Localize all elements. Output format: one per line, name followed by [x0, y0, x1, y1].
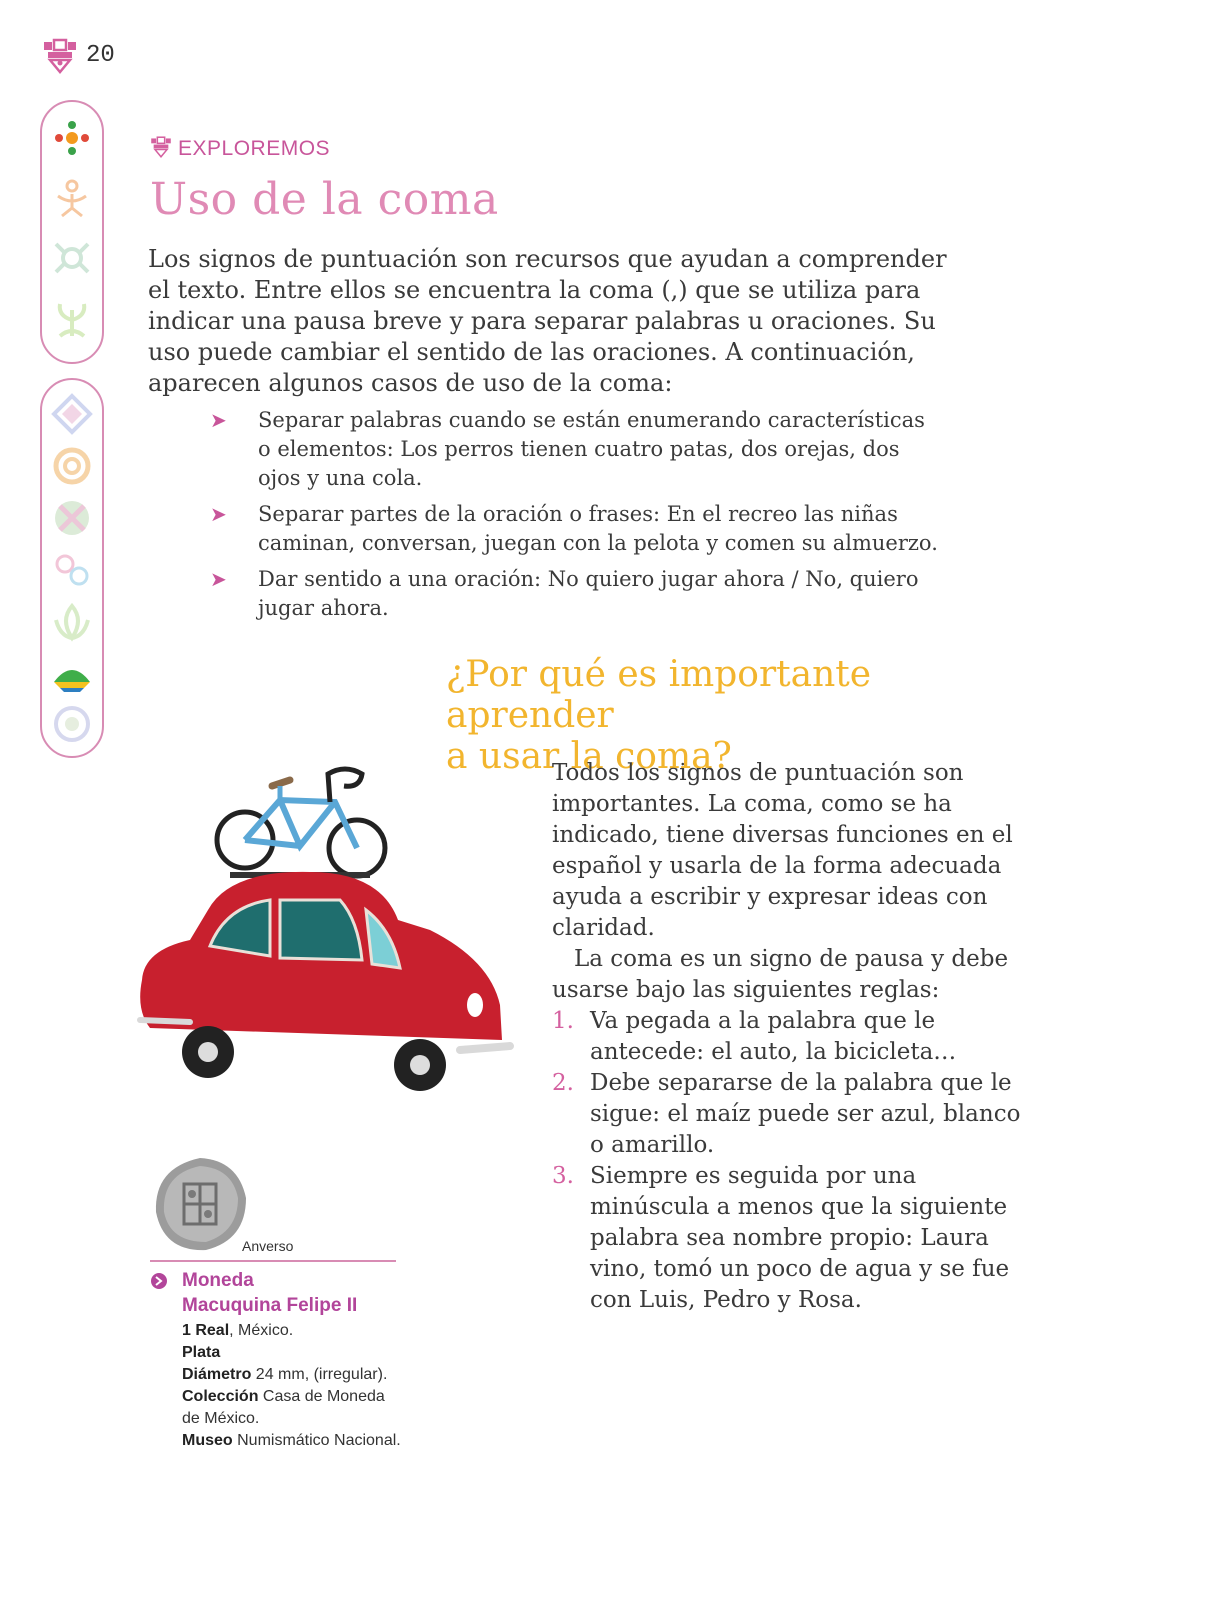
- list-item: 3. Siempre es seguida por una minúscula a menos que la siguiente palabra sea nombre propio: Laura vino, tomó un poco de agua y se fue con Luis, Pedro y Rosa.: [552, 1163, 1010, 1313]
- car-with-bicycle-illustration: [130, 760, 520, 1100]
- pink-glyph-icon: [150, 136, 172, 158]
- pink-glyph-icon: [42, 38, 78, 74]
- figure-icon: [50, 176, 94, 220]
- caption-divider: [150, 1260, 396, 1262]
- rules-intro-paragraph: La coma es un signo de pausa y debe usarse bajo las siguientes reglas:: [552, 946, 1009, 1003]
- coin-side-label: Anverso: [242, 1238, 294, 1254]
- importance-paragraph: Todos los signos de puntuación son importantes. La coma, como se ha indicado, tiene diversas funciones en el español y usarla de la forma adecuada ayuda a escribir y expresar ideas con claridad.: [552, 760, 1013, 941]
- spiral-icon: [50, 444, 94, 488]
- sidebar-group-top: [40, 100, 104, 364]
- arrow-bullet-icon: ➤: [210, 502, 227, 526]
- intro-paragraph: Los signos de puntuación son recursos que ayudan a comprender el texto. Entre ellos se encuentra la coma (,) que se utiliza para indicar una pausa breve y para separar palabras u oraciones. Su uso puede cambiar el sentido de las oraciones. A continuación, aparecen algunos casos de uso de la coma:: [148, 245, 947, 397]
- chain-icon: [50, 548, 94, 592]
- sidebar-group-bottom: [40, 378, 104, 758]
- crossed-circle-icon: [50, 496, 94, 540]
- page-number: 20: [86, 42, 115, 69]
- section-subtitle: ¿Por qué es importante aprender a usar la coma?: [446, 654, 872, 777]
- list-item: 2. Debe separarse de la palabra que le sigue: el maíz puede ser azul, blanco o amarillo.: [552, 1070, 1021, 1158]
- coin-caption-details: 1 Real, México. Plata Diámetro 24 mm, (irregular). Colección Casa de Moneda de México. Museo Numismático Nacional.: [182, 1322, 401, 1449]
- flower-icon: [50, 116, 94, 160]
- page-title: Uso de la coma: [150, 174, 499, 225]
- importance-text: [552, 758, 1032, 1316]
- section-label: [150, 136, 330, 161]
- figure-icon: [50, 236, 94, 280]
- section-label-text: EXPLOREMOS: [178, 137, 331, 160]
- silver-coin-image: [150, 1154, 250, 1254]
- list-item: ➤ Separar palabras cuando se están enumerando características o elementos: Los perros tienen cuatro patas, dos orejas, dos ojos y una cola.: [210, 408, 925, 490]
- list-item: 1. Va pegada a la palabra que le antecede: el auto, la bicicleta…: [552, 1008, 957, 1065]
- plant-icon: [50, 296, 94, 340]
- diamond-icon: [50, 392, 94, 436]
- coin-caption-title: Moneda Macuquina Felipe II: [182, 1270, 358, 1316]
- circle-icon: [50, 702, 94, 746]
- bicycle-icon: [217, 769, 385, 876]
- comma-rules-list: [552, 1006, 1032, 1316]
- arrow-bullet-icon: ➤: [210, 408, 227, 432]
- red-car-icon: [140, 872, 510, 1091]
- arrow-bullet-icon: ➤: [210, 567, 227, 591]
- list-item: ➤ Separar partes de la oración o frases: En el recreo las niñas caminan, conversan, juegan con la pelota y comen su almuerzo.: [210, 502, 938, 555]
- globe-icon: [50, 654, 94, 698]
- lotus-icon: [50, 600, 94, 644]
- comma-uses-list: [210, 406, 940, 630]
- chevron-circle-icon: [150, 1272, 168, 1290]
- list-item: ➤ Dar sentido a una oración: No quiero jugar ahora / No, quiero jugar ahora.: [210, 567, 919, 620]
